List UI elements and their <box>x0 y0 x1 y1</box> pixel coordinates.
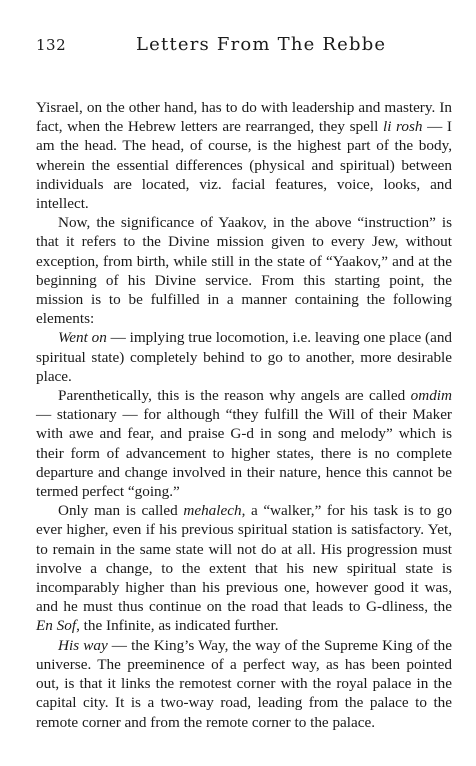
body-text <box>36 98 452 732</box>
italic-term: His way <box>58 636 108 654</box>
text-run: Now, the significance of Yaakov, in the above “instruction” is that it refers to the Divine mission given to every Jew, without exception, from birth, while still in the state of “Yaakov,” and at the beginning of his Divine service. From this starting point, the mission is to be fulfilled in a manner containing the following elements: <box>36 214 452 328</box>
text-run: Only man is called <box>58 502 184 520</box>
text-run: Yisrael, on the other hand, has to do with leadership and mastery. In fact, when the Hebrew letters are rearranged, they spell <box>36 99 452 136</box>
italic-term: mehalech <box>183 502 242 520</box>
page-header <box>36 36 452 66</box>
text-run: — stationary — for although “they fulfill the Will of their Maker with awe and fear, and praise G-d in song and melody” which is their form of advancement to higher states, there is no complete departure and change involved in their nature, hence this cannot be termed perfect “going.” <box>36 406 452 501</box>
running-head: Letters From The Rebbe <box>136 34 387 55</box>
text-run: , the Infinite, as indicated further. <box>76 617 279 635</box>
paragraph-4 <box>36 386 452 501</box>
text-run: — I am the head. The head, of course, is the highest part of the body, wherein the essential differences (physical and spiritual) between individuals are located, viz. facial features, voice, looks, and intellect. <box>36 118 452 213</box>
italic-term: omdim <box>410 387 452 405</box>
paragraph-1 <box>36 98 452 213</box>
italic-term: Went on <box>58 329 107 347</box>
paragraph-2 <box>36 213 452 328</box>
italic-term: En Sof <box>36 617 77 635</box>
italic-term: li rosh <box>382 118 423 136</box>
paragraph-3 <box>36 328 452 386</box>
page-number: 132 <box>36 36 67 54</box>
text-run: Parenthetically, this is the reason why angels are called <box>58 387 411 405</box>
book-page <box>36 36 452 756</box>
paragraph-6 <box>36 636 452 732</box>
paragraph-5 <box>36 501 452 635</box>
text-run: , a “walker,” for his task is to go ever higher, even if his previous spiritual station is satisfactory. Yet, to remain in the same state will not do at all. His progression must involve a change, to the extent that his new spiritual state is incomparably higher than his previous one, however good it was, and he must thus continue on the road that leads to G-dliness, the <box>36 502 452 616</box>
text-run: — implying true locomotion, i.e. leaving one place (and spiritual state) completely behind to go to another, more desirable place. <box>36 329 453 385</box>
text-run: — the King’s Way, the way of the Supreme King of the universe. The preeminence of a perfect way, as has been pointed out, is that it links the remotest corner with the royal palace in the capital city. It is a two-way road, leading from the palace to the remote corner and from the remote corner to the palace. <box>36 636 452 731</box>
